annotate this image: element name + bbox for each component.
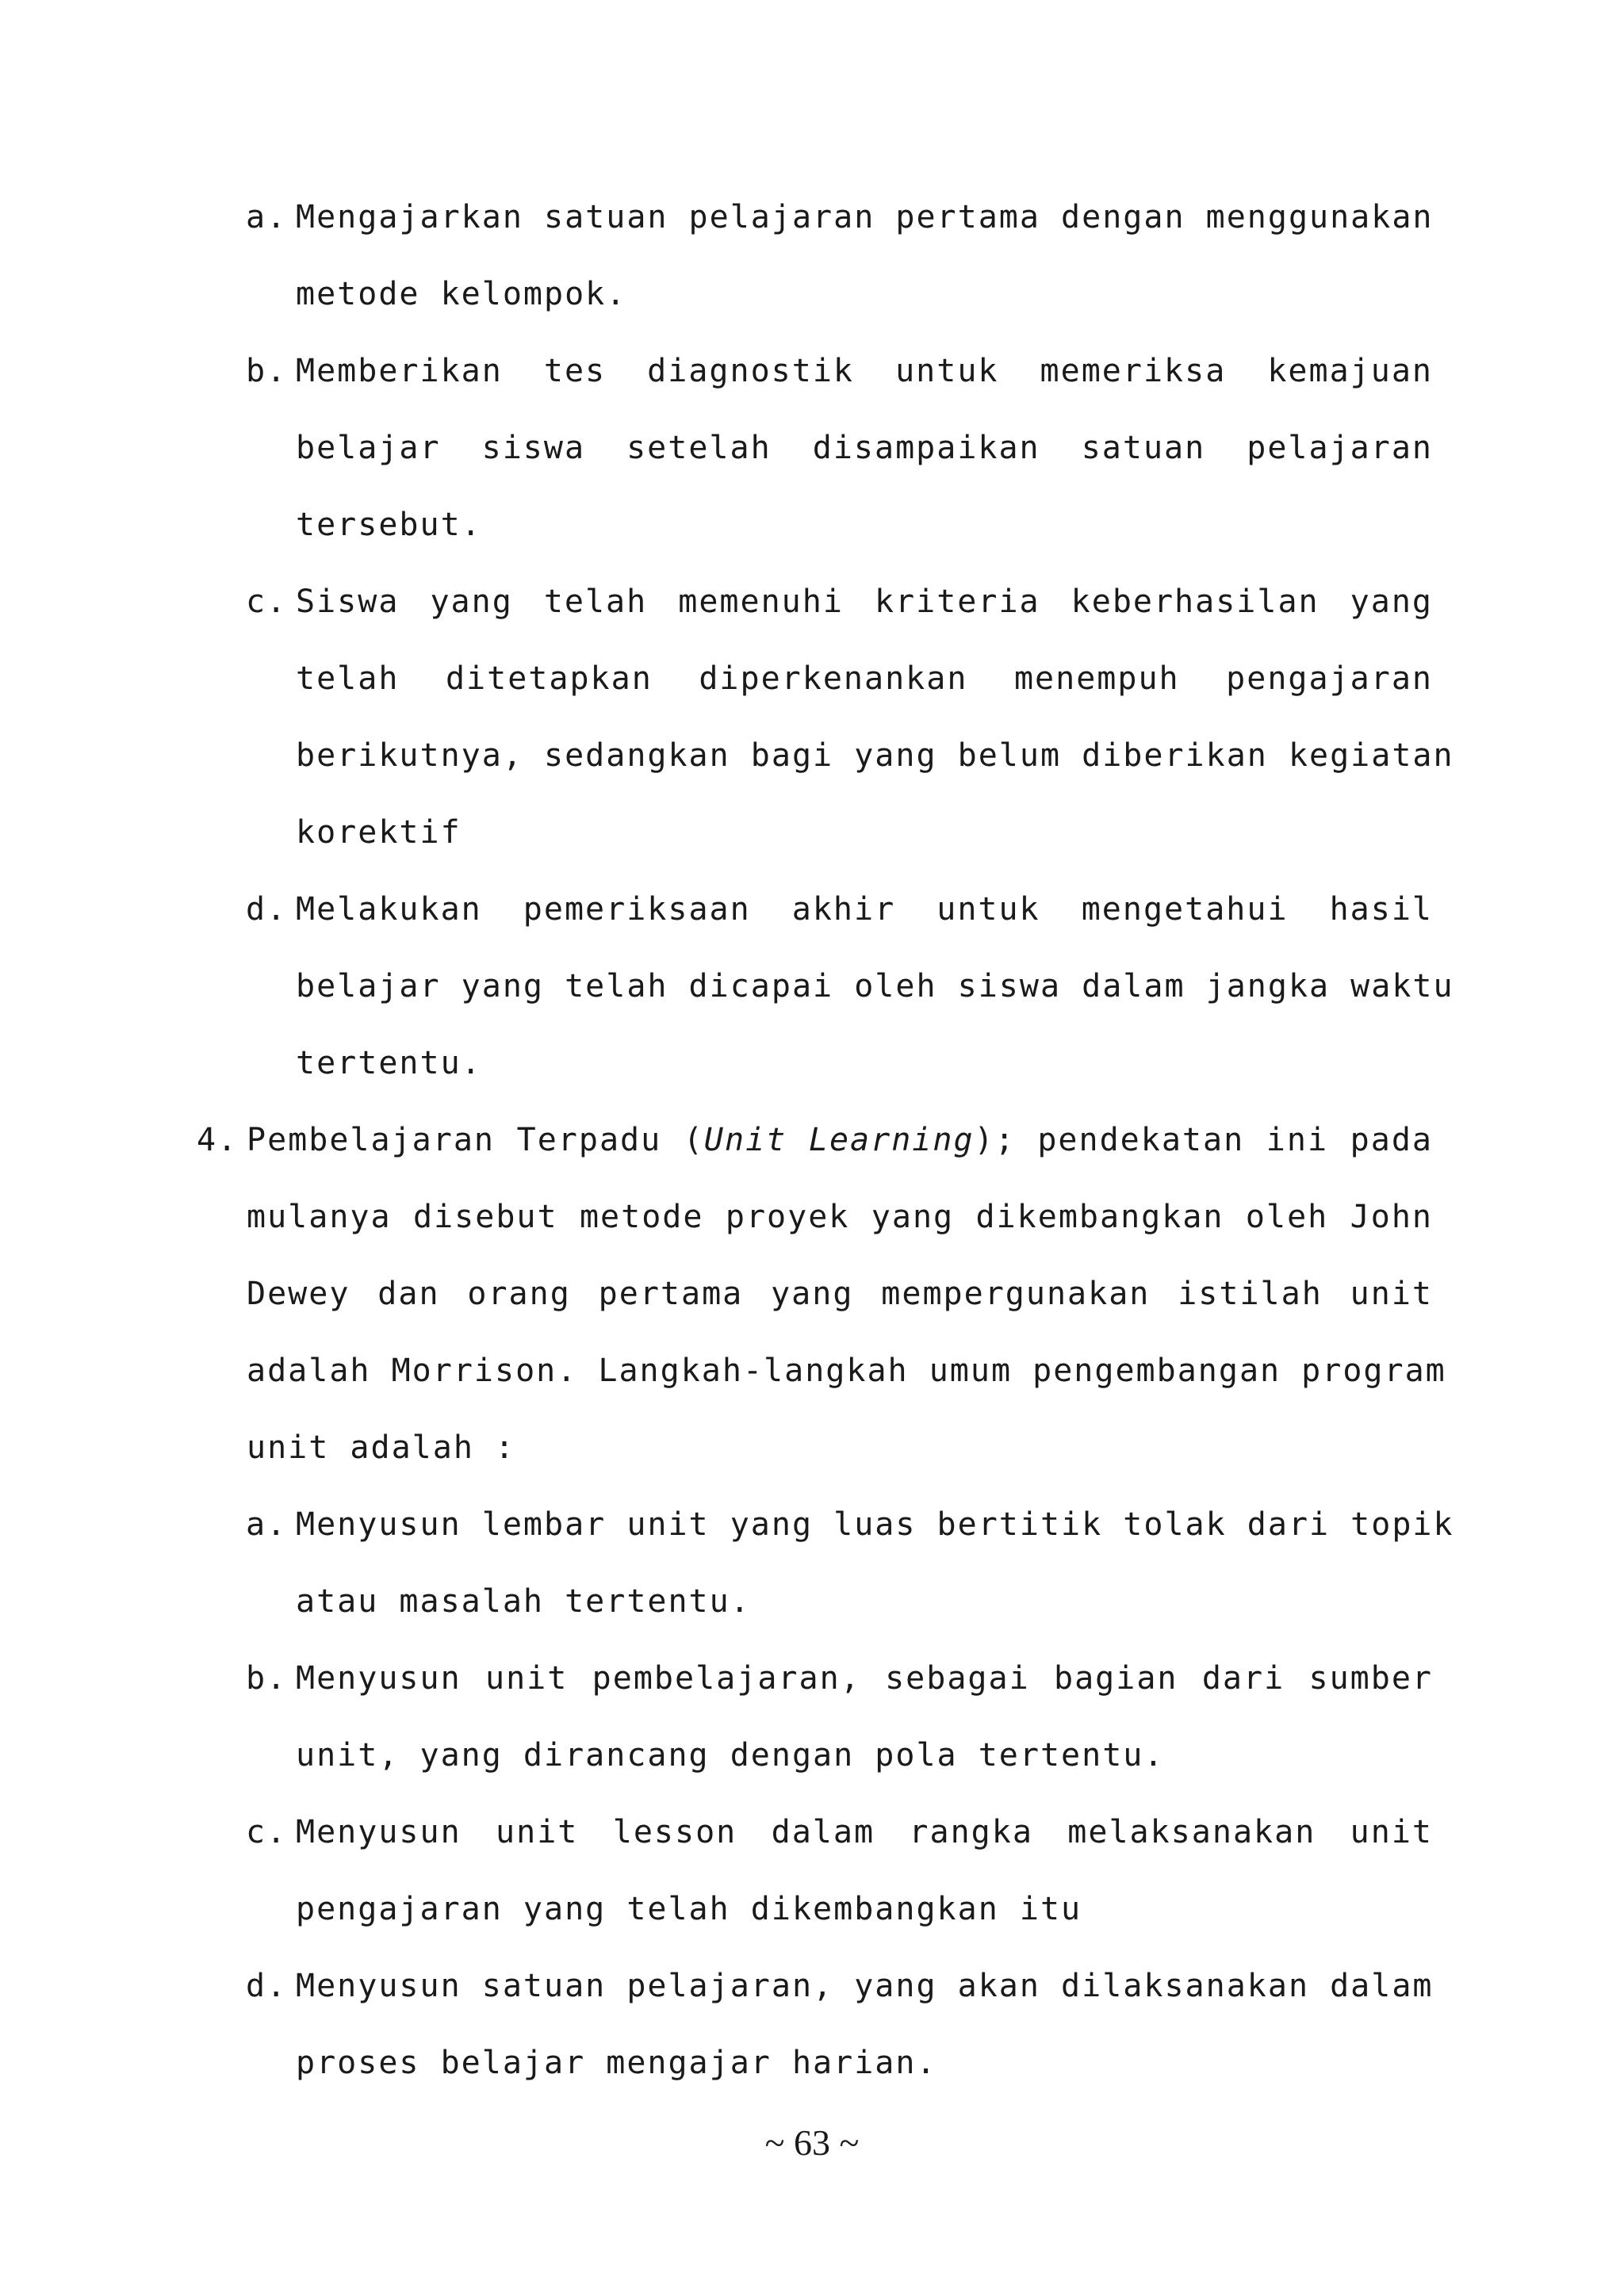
list2-item-a-line-2: atau masalah tertentu. — [296, 1583, 751, 1620]
list-item-d-line-3: tertentu. — [296, 1045, 482, 1081]
list-item-a-line-2: metode kelompok. — [296, 276, 627, 312]
list-marker-b: b. — [246, 353, 288, 389]
list-item-b-line-3: tersebut. — [296, 507, 482, 543]
list-marker-a: a. — [246, 199, 288, 235]
list-marker-d: d. — [246, 891, 288, 928]
list2-marker-a: a. — [246, 1506, 288, 1543]
list2-marker-c: c. — [246, 1814, 288, 1850]
list2-item-b-line-2: unit, yang dirancang dengan pola tertentu. — [296, 1737, 1165, 1774]
point-4-line-3: Dewey dan orang pertama yang mempergunakan istilah unit — [247, 1276, 1433, 1312]
list-item-c-line-2: telah ditetapkan diperkenankan menempuh pengajaran — [296, 660, 1433, 697]
list2-item-b-line-1: Menyusun unit pembelajaran, sebagai bagian dari sumber — [296, 1660, 1433, 1697]
list-item-a-line-1: Mengajarkan satuan pelajaran pertama dengan menggunakan — [296, 199, 1434, 235]
page-number: ~ 63 ~ — [764, 2122, 860, 2163]
point-4-line-2: mulanya disebut metode proyek yang dikembangkan oleh John — [247, 1199, 1433, 1235]
list2-item-c-line-2: pengajaran yang telah dikembangkan itu — [296, 1891, 1082, 1927]
point-4-line-5: unit adalah : — [247, 1429, 516, 1466]
list-item-d-line-2: belajar yang telah dicapai oleh siswa dalam jangka waktu — [296, 968, 1454, 1004]
list2-marker-b: b. — [246, 1660, 288, 1697]
list2-marker-d: d. — [246, 1968, 288, 2004]
list-item-b-line-2: belajar siswa setelah disampaikan satuan pelajaran — [296, 430, 1433, 466]
point-4-line-1 — [247, 1118, 1433, 1162]
point-4-marker: 4. — [197, 1122, 239, 1158]
point-4-text-before: Pembelajaran Terpadu ( — [247, 1122, 704, 1158]
point-4-text-after: ); pendekatan ini pada — [974, 1122, 1433, 1158]
point-4-line-4: adalah Morrison. Langkah-langkah umum pengembangan program — [247, 1353, 1446, 1389]
list-item-c-line-1: Siswa yang telah memenuhi kriteria keberhasilan yang — [296, 584, 1433, 620]
list2-item-c-line-1: Menyusun unit lesson dalam rangka melaksanakan unit — [296, 1814, 1433, 1850]
list-marker-c: c. — [246, 584, 288, 620]
list2-item-a-line-1: Menyusun lembar unit yang luas bertitik tolak dari topik — [296, 1506, 1454, 1543]
list2-item-d-line-1: Menyusun satuan pelajaran, yang akan dilaksanakan dalam — [296, 1968, 1434, 2004]
list-item-c-line-4: korektif — [296, 814, 462, 851]
list-item-d-line-1: Melakukan pemeriksaan akhir untuk mengetahui hasil — [296, 891, 1433, 928]
list-item-c-line-3: berikutnya, sedangkan bagi yang belum diberikan kegiatan — [296, 737, 1454, 774]
list-item-b-line-1: Memberikan tes diagnostik untuk memeriksa kemajuan — [296, 353, 1433, 389]
point-4-italic-term: Unit Learning — [703, 1122, 975, 1158]
list2-item-d-line-2: proses belajar mengajar harian. — [296, 2045, 937, 2081]
